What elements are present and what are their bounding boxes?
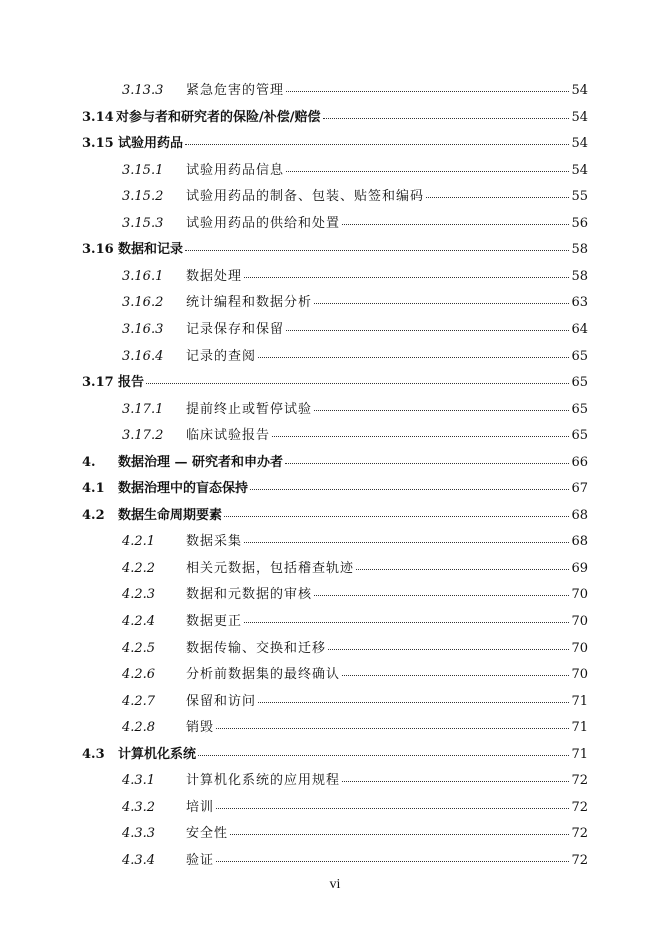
toc-entry[interactable] xyxy=(122,667,588,683)
toc-entry[interactable] xyxy=(82,110,588,126)
toc-entry-number: 4.2.3 xyxy=(122,587,156,603)
toc-entry-number: 4.1 xyxy=(82,481,105,497)
toc-entry-number: 4.2.7 xyxy=(122,693,156,709)
dot-leader xyxy=(250,488,569,490)
toc-entry-title: 试验用药品的供给和处置 xyxy=(186,215,341,231)
toc-entry-number: 3.15 xyxy=(82,136,114,152)
dot-leader xyxy=(285,462,569,464)
dot-leader xyxy=(342,780,569,782)
toc-entry-number: 3.16.2 xyxy=(122,295,164,311)
toc-entry-number: 3.16.3 xyxy=(122,321,164,337)
toc-entry[interactable] xyxy=(82,242,588,258)
toc-entry-number: 3.15.3 xyxy=(122,215,164,231)
toc-entry-title: 培训 xyxy=(186,799,215,815)
toc-entry[interactable] xyxy=(82,375,588,391)
toc-entry-page: 54 xyxy=(571,136,588,152)
toc-entry[interactable] xyxy=(122,800,588,816)
toc-entry-page: 70 xyxy=(571,614,588,629)
toc-entry[interactable] xyxy=(122,83,588,99)
toc-entry-number: 4.3 xyxy=(82,746,105,762)
toc-entry-title: 分析前数据集的最终确认 xyxy=(186,667,341,683)
dot-leader xyxy=(258,356,569,358)
toc-entry[interactable] xyxy=(122,295,588,311)
toc-entry[interactable] xyxy=(122,641,588,657)
toc-entry-page: 54 xyxy=(571,83,588,98)
toc-entry-number: 3.17.2 xyxy=(122,428,164,444)
toc-entry-page: 65 xyxy=(571,348,588,364)
toc-entry-title: 数据治理 — 研究者和申办者 xyxy=(118,454,284,470)
toc-entry[interactable] xyxy=(122,269,588,285)
toc-entry-number: 3.17 xyxy=(82,375,114,391)
toc-entry-page: 63 xyxy=(571,295,588,311)
toc-entry-number: 4.2.4 xyxy=(122,614,156,629)
toc-entry-page: 68 xyxy=(571,507,588,523)
toc-entry-page: 54 xyxy=(571,109,588,125)
dot-leader xyxy=(258,701,569,703)
toc-entry-title: 记录保存和保留 xyxy=(186,321,285,337)
toc-entry-title: 紧急危害的管理 xyxy=(186,83,285,98)
toc-entry-number: 3.17.1 xyxy=(122,401,164,417)
toc-entry-number: 4.3.4 xyxy=(122,852,156,868)
toc-entry-title: 数据治理中的盲态保持 xyxy=(118,481,249,497)
toc-entry-number: 3.16 xyxy=(82,242,114,258)
toc-entry-page: 66 xyxy=(571,454,588,470)
toc-entry-title: 数据采集 xyxy=(186,534,243,550)
dot-leader xyxy=(230,833,569,835)
toc-entry-title: 数据生命周期要素 xyxy=(118,507,223,523)
toc-entry[interactable] xyxy=(122,428,588,444)
toc-entry[interactable] xyxy=(82,136,588,152)
dot-leader xyxy=(342,674,569,676)
toc-entry-number: 3.16.1 xyxy=(122,268,164,284)
dot-leader xyxy=(244,541,569,543)
toc-entry[interactable] xyxy=(122,614,588,630)
toc-entry[interactable] xyxy=(122,826,588,842)
toc-entry-number: 3.15.2 xyxy=(122,189,164,205)
toc-entry-title: 数据和元数据的审核 xyxy=(186,587,313,603)
toc-entry-page: 64 xyxy=(571,321,588,337)
toc-entry[interactable] xyxy=(122,694,588,710)
toc-entry[interactable] xyxy=(82,481,588,497)
dot-leader xyxy=(323,117,570,119)
toc-entry-title: 保留和访问 xyxy=(186,693,257,709)
toc-entry-title: 统计编程和数据分析 xyxy=(186,295,313,311)
toc-entry-number: 4.2.8 xyxy=(122,720,156,736)
toc-entry-page: 69 xyxy=(571,560,588,576)
page-number: vi xyxy=(329,877,341,892)
dot-leader xyxy=(286,329,569,331)
toc-entry-title: 对参与者和研究者的保险/补偿/赔偿 xyxy=(116,109,321,125)
toc-entry-page: 72 xyxy=(571,852,588,868)
dot-leader xyxy=(342,223,569,225)
toc-entry-page: 71 xyxy=(571,693,588,709)
toc-entry-title: 数据处理 xyxy=(186,268,243,284)
dot-leader xyxy=(244,621,569,623)
toc-entry[interactable] xyxy=(82,508,588,524)
toc-entry[interactable] xyxy=(122,853,588,869)
toc-entry-number: 3.14 xyxy=(82,109,114,125)
toc-entry-title: 相关元数据，包括稽查轨迹 xyxy=(186,560,355,576)
toc-entry-title: 数据传输、交换和迁移 xyxy=(186,640,327,656)
dot-leader xyxy=(314,594,569,596)
toc-entry-page: 54 xyxy=(571,162,588,178)
toc-entry[interactable] xyxy=(122,720,588,736)
toc-entry-page: 70 xyxy=(571,667,588,683)
dot-leader xyxy=(185,143,569,145)
dot-leader xyxy=(314,409,569,411)
toc-entry-title: 数据和记录 xyxy=(118,242,184,258)
dot-leader xyxy=(146,382,569,384)
toc-entry-page: 70 xyxy=(571,640,588,656)
dot-leader xyxy=(216,860,569,862)
dot-leader xyxy=(185,249,569,251)
toc-entry-title: 报告 xyxy=(118,375,145,391)
dot-leader xyxy=(314,302,569,304)
toc-entry-page: 67 xyxy=(571,481,588,497)
dot-leader xyxy=(244,276,569,278)
toc-entry-title: 验证 xyxy=(186,852,215,868)
toc-entry-number: 3.16.4 xyxy=(122,348,164,364)
dot-leader xyxy=(426,196,569,198)
toc-entry[interactable] xyxy=(122,402,588,418)
dot-leader xyxy=(286,90,569,92)
toc-entry-number: 4.3.3 xyxy=(122,826,156,842)
dot-leader xyxy=(286,170,569,172)
dot-leader xyxy=(356,568,569,570)
toc-entry-page: 56 xyxy=(571,215,588,231)
toc-entry-page: 68 xyxy=(571,534,588,550)
toc-entry-number: 4.3.2 xyxy=(122,799,156,815)
toc-entry[interactable] xyxy=(122,189,588,205)
toc-entry-number: 3.15.1 xyxy=(122,162,164,178)
toc-entry-number: 3.13.3 xyxy=(122,83,164,98)
toc-entry-page: 58 xyxy=(571,242,588,258)
toc-entry-page: 70 xyxy=(571,587,588,603)
toc-entry-page: 65 xyxy=(571,375,588,391)
toc-entry-title: 计算机化系统的应用规程 xyxy=(186,773,341,789)
dot-leader xyxy=(216,807,569,809)
toc-entry-page: 55 xyxy=(571,189,588,205)
toc-entry-page: 72 xyxy=(571,799,588,815)
toc-entry-page: 65 xyxy=(571,401,588,417)
toc-entry[interactable] xyxy=(122,587,588,603)
dot-leader xyxy=(328,648,569,650)
toc-entry-number: 4.2.5 xyxy=(122,640,156,656)
toc-entry[interactable] xyxy=(122,773,588,789)
toc-entry[interactable] xyxy=(82,747,588,763)
toc-entry-title: 提前终止或暂停试验 xyxy=(186,401,313,417)
toc-entry[interactable] xyxy=(122,216,588,232)
toc-entry-page: 58 xyxy=(571,268,588,284)
toc-entry-title: 试验用药品的制备、包装、贴签和编码 xyxy=(186,189,425,205)
toc-entry-page: 72 xyxy=(571,773,588,789)
dot-leader xyxy=(272,435,569,437)
toc-entry-title: 安全性 xyxy=(186,826,229,842)
dot-leader xyxy=(216,727,569,729)
toc-entry-title: 试验用药品信息 xyxy=(186,162,285,178)
toc-entry-title: 数据更正 xyxy=(186,614,243,629)
toc-entry[interactable] xyxy=(122,534,588,550)
dot-leader xyxy=(224,515,569,517)
toc-entry-number: 4.2.2 xyxy=(122,560,156,576)
toc-entry-page: 65 xyxy=(571,428,588,444)
toc-entry[interactable] xyxy=(122,561,588,577)
toc-entry-page: 71 xyxy=(571,746,588,762)
toc-entry-number: 4. xyxy=(82,454,96,470)
toc-entry-number: 4.2 xyxy=(82,507,105,523)
toc-entry-title: 试验用药品 xyxy=(118,136,184,152)
toc-entry-number: 4.3.1 xyxy=(122,773,156,789)
toc-entry-number: 4.2.1 xyxy=(122,534,156,550)
dot-leader xyxy=(198,754,569,756)
toc-entry-page: 72 xyxy=(571,826,588,842)
toc-entry[interactable] xyxy=(122,322,588,338)
toc-entry-title: 销毁 xyxy=(186,720,215,736)
toc-entry-title: 计算机化系统 xyxy=(118,746,197,762)
toc-entry[interactable] xyxy=(122,349,588,365)
toc-entry-title: 记录的查阅 xyxy=(186,348,257,364)
toc-entry[interactable] xyxy=(122,163,588,179)
toc-entry[interactable] xyxy=(82,455,588,471)
toc-entry-number: 4.2.6 xyxy=(122,667,156,683)
toc-entry-page: 71 xyxy=(571,720,588,736)
toc-entry-title: 临床试验报告 xyxy=(186,428,271,444)
